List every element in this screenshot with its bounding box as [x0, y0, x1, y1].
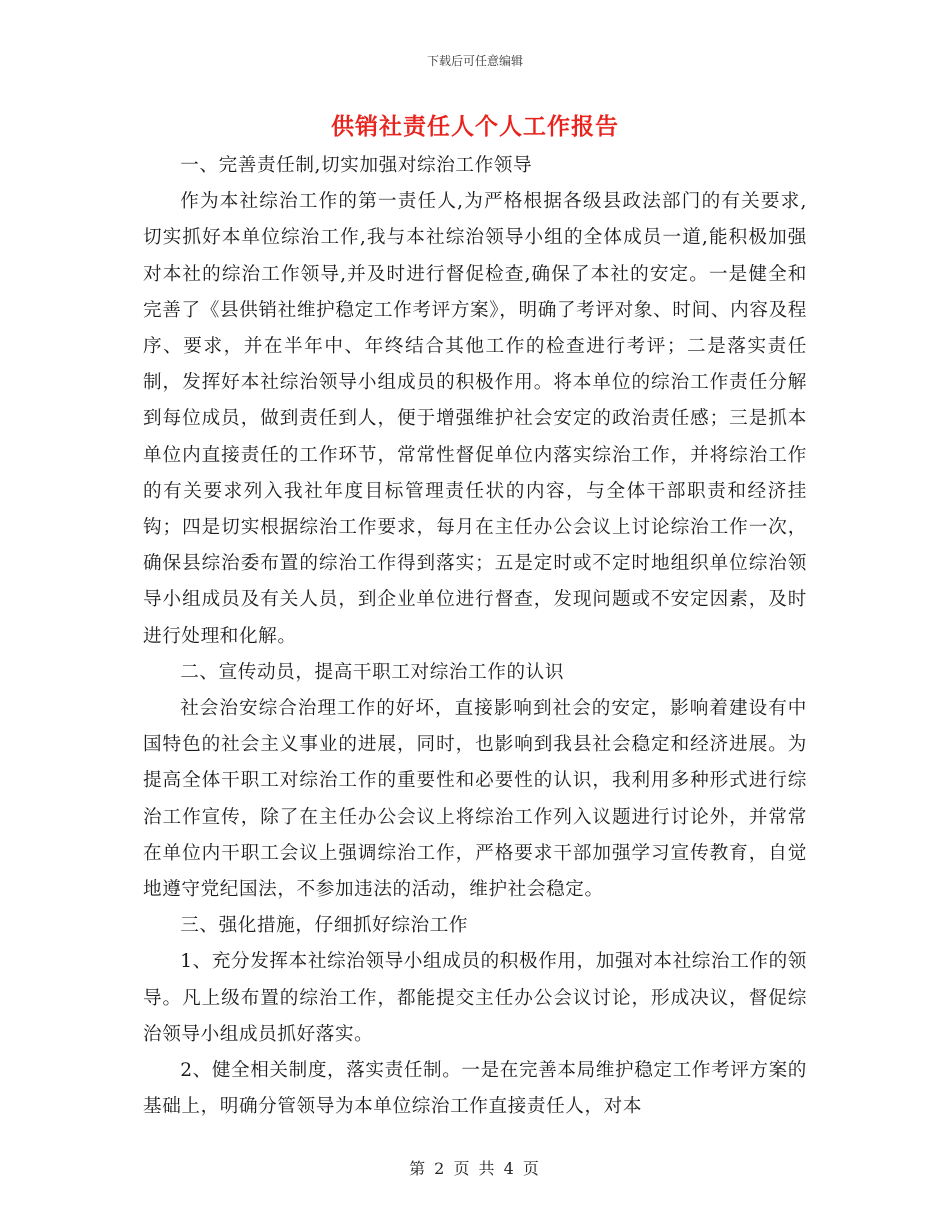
document-body: [143, 148, 807, 1125]
section-heading-2: 二、宣传动员，提高干职工对综治工作的认识: [180, 661, 565, 683]
paragraph: 社会治安综合治理工作的好坏，直接影响到社会的安定，影响着建设有中国特色的社会主义事业的进展，同时，也影响到我县社会稳定和经济进展。为提高全体干职工对综治工作的重要性和必要性的认识，我利用多种形式进行综治工作宣传，除了在主任办公会议上将综治工作列入议题进行讨论外，并常常在单位内干职工会议上强调综治工作，严格要求干部加强学习宣传教育，自觉地遵守党纪国法，不参加违法的活动，维护社会稳定。: [143, 698, 807, 901]
section-heading-3: 三、强化措施，仔细抓好综治工作: [180, 915, 469, 937]
paragraph: 作为本社综治工作的第一责任人,为严格根据各级县政法部门的有关要求,切实抓好本单位综治工作,我与本社综治领导小组的全体成员一道,能积极加强对本社的综治工作领导,并及时进行督促检查,确保了本社的安定。一是健全和完善了《县供销社维护稳定工作考评方案》，明确了考评对象、时间、内容及程序、要求，并在半年中、年终结合其他工作的检查进行考评；二是落实责任制，发挥好本社综治领导小组成员的积极作用。将本单位的综治工作责任分解到每位成员，做到责任到人，便于增强维护社会安定的政治责任感；三是抓本单位内直接责任的工作环节，常常性督促单位内落实综治工作，并将综治工作的有关要求列入我社年度目标管理责任状的内容，与全体干部职责和经济挂钩；四是切实根据综治工作要求，每月在主任办公会议上讨论综治工作一次，确保县综治委布置的综治工作得到落实；五是定时或不定时地组织单位综治领导小组成员及有关人员，到企业单位进行督查，发现问题或不安定因素，及时进行处理和化解。: [143, 191, 807, 647]
page-number-footer: 第 2 页 共 4 页: [409, 1159, 541, 1178]
header-note: 下载后可任意编辑: [426, 54, 523, 68]
paragraph: 1、充分发挥本社综治领导小组成员的积极作用，加强对本社综治工作的领导。凡上级布置的综治工作，都能提交主任办公会议讨论，形成决议，督促综治领导小组成员抓好落实。: [143, 951, 807, 1045]
document-title: 供销社责任人个人工作报告: [331, 114, 619, 140]
section-heading-1: 一、完善责任制,切实加强对综治工作领导: [180, 155, 533, 176]
paragraph: 2、健全相关制度，落实责任制。一是在完善本局维护稳定工作考评方案的基础上，明确分管领导为本单位综治工作直接责任人，对本: [143, 1060, 807, 1118]
